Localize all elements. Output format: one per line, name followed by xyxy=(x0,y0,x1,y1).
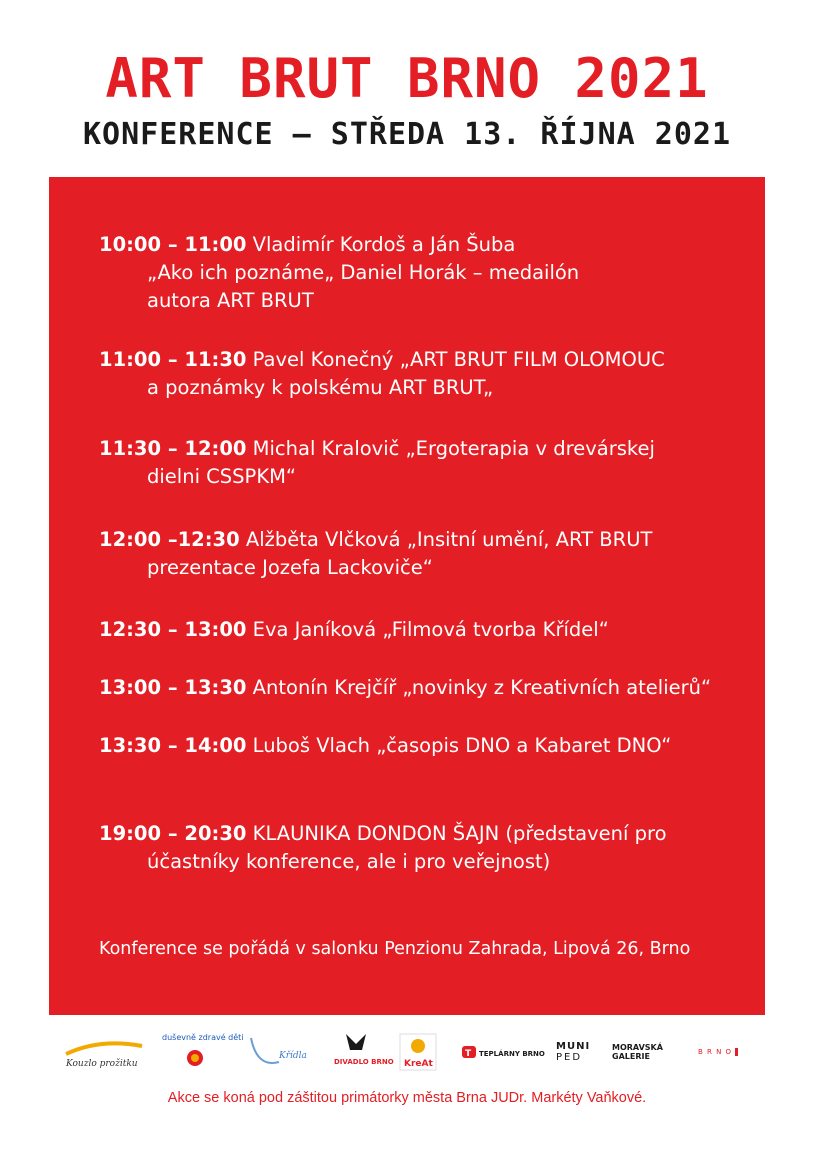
program-entry xyxy=(99,616,739,644)
entry-time: 12:30 – 13:00 xyxy=(99,618,247,641)
page-title: ART BRUT BRNO 2021 xyxy=(105,47,709,110)
logo-divadlo-text: DIVADLO BRNO xyxy=(334,1058,394,1066)
entry-time: 13:30 – 14:00 xyxy=(99,734,247,757)
logo-dusevne-text: duševně zdravé děti xyxy=(162,1033,244,1042)
entry-title: Vladimír Kordoš a Ján Šuba xyxy=(252,233,516,256)
program-panel xyxy=(49,177,765,1015)
patronage-note: Akce se koná pod záštitou primátorky města Brna JUDr. Markéty Vaňkové. xyxy=(167,1090,647,1106)
logo-brno-text: B R N O xyxy=(698,1048,738,1056)
sponsor-logos xyxy=(60,1032,760,1072)
logo-brno xyxy=(686,1032,750,1072)
entry-time: 13:00 – 13:30 xyxy=(99,676,247,699)
entry-time: 10:00 – 11:00 xyxy=(99,233,247,256)
program-entry xyxy=(99,435,739,491)
logo-moravska-text: MORAVSKÁ xyxy=(612,1043,663,1052)
entry-title: KLAUNIKA DONDON ŠAJN (představení pro xyxy=(252,822,667,845)
kreat-icon xyxy=(398,1032,438,1072)
entry-continuation: dielni CSSPKM“ xyxy=(147,465,297,488)
program-entry xyxy=(99,231,739,315)
logo-galerie-text: GALERIE xyxy=(612,1052,650,1061)
venue-note: Konference se pořádá v salonku Penzionu Zahrada, Lipová 26, Brno xyxy=(99,939,691,959)
teplarny-icon xyxy=(460,1032,545,1072)
logo-muni-ped xyxy=(556,1032,600,1072)
page-subtitle: KONFERENCE — STŘEDA 13. ŘÍJNA 2021 xyxy=(82,117,732,152)
logo-teplarny xyxy=(460,1032,545,1072)
logo-dusevne xyxy=(160,1032,244,1072)
logo-kreat-text: KreAt xyxy=(404,1059,433,1069)
swoosh-icon xyxy=(60,1032,148,1072)
wing-icon xyxy=(245,1032,315,1072)
program-entry xyxy=(99,820,739,876)
entry-continuation: účastníky konference, ale i pro veřejnost) xyxy=(147,850,551,873)
entry-title: Michal Kralovič „Ergoterapia v drevárskej xyxy=(252,437,655,460)
entry-time: 12:00 –12:30 xyxy=(99,528,240,551)
entry-title: Antonín Krejčíř „novinky z Kreativních atelierů“ xyxy=(252,676,712,699)
program-entry xyxy=(99,674,739,702)
program-entry xyxy=(99,346,739,402)
entry-title: Alžběta Vlčková „Insitní umění, ART BRUT xyxy=(245,528,653,551)
logo-kouzlo xyxy=(60,1032,148,1072)
entry-continuation: prezentace Jozefa Lackoviče“ xyxy=(147,556,433,579)
logo-teplarny-text: TEPLÁRNY BRNO xyxy=(479,1050,545,1058)
logo-muni-text: MUNI xyxy=(556,1041,591,1052)
logo-kridla-text: Křídla xyxy=(279,1051,307,1061)
svg-text:T: T xyxy=(465,1049,472,1059)
logo-moravska-galerie xyxy=(612,1032,676,1072)
logo-divadlo xyxy=(332,1032,394,1072)
entry-title: Pavel Konečný „ART BRUT FILM OLOMOUC xyxy=(252,348,665,371)
entry-title: Luboš Vlach „časopis DNO a Kabaret DNO“ xyxy=(252,734,672,757)
program-entry xyxy=(99,526,739,582)
entry-time: 19:00 – 20:30 xyxy=(99,822,247,845)
child-icon xyxy=(160,1030,244,1074)
logo-ped-text: PED xyxy=(556,1052,583,1063)
entry-title: Eva Janíková „Filmová tvorba Křídel“ xyxy=(252,618,609,641)
entry-time: 11:00 – 11:30 xyxy=(99,348,247,371)
jester-icon xyxy=(332,1030,394,1074)
entry-time: 11:30 – 12:00 xyxy=(99,437,247,460)
entry-continuation: „Ako ich poznáme„ Daniel Horák – medailón xyxy=(147,261,580,284)
entry-continuation: a poznámky k polskému ART BRUT„ xyxy=(147,376,494,399)
entry-continuation: autora ART BRUT xyxy=(147,289,314,312)
logo-kridla xyxy=(245,1032,315,1072)
logo-kreat xyxy=(398,1032,438,1072)
logo-kouzlo-text: Kouzlo prožitku xyxy=(66,1059,138,1069)
program-entry xyxy=(99,732,739,760)
